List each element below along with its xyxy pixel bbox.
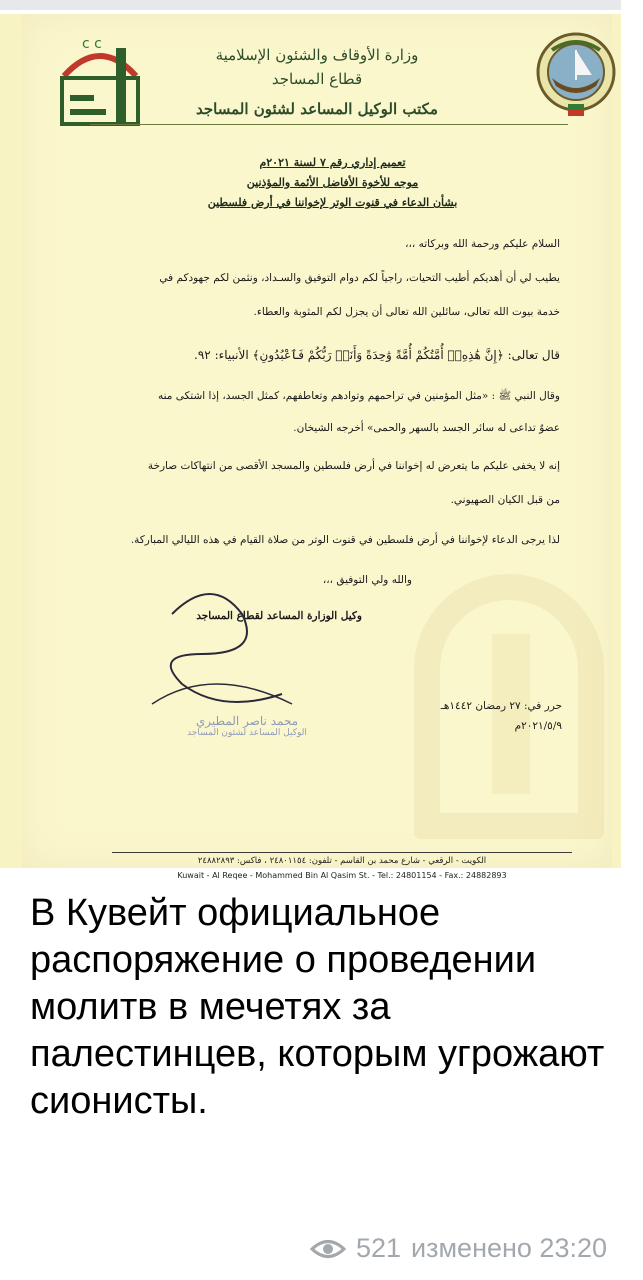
letter-document [22,14,612,880]
edited-timestamp: изменено 23:20 [411,1233,607,1263]
attached-photo[interactable] [0,14,621,880]
official-stamp [142,714,352,760]
office-name: مكتب الوكيل المساعد لشئون المساجد [196,100,438,118]
footer-divider [112,852,572,853]
quran-verse: قال تعالى: ﴿إِنَّ هَٰذِهِۦٓ أُمَّتُكُمْ أُمَّةً وَٰحِدَةً وَأَنَا۠ رَبُّكُمْ فَٱعْبُدُونِ﴾ الأنبياء: ٩٢. [194,348,560,362]
previous-message-edge [0,0,621,10]
ministry-name: وزارة الأوقاف والشئون الإسلامية [215,46,419,64]
mosques-sector-logo-icon [54,28,146,128]
paragraph-1-line-1: يطيب لي أن أهديكم أطيب التحيات، راجياً لكم دوام التوفيق والسـداد، ونثمن لكم جهودكم في [159,272,560,284]
stamp-name: محمد ناصر المطيري [195,714,299,728]
stamp-title: الوكيل المساعد لشئون المساجد [187,728,307,738]
message-caption: В Кувейт официальное распоряжение о проведении молитв в мечетях за палестинцев, которым угрожают сионисты. [30,892,605,1122]
signatory-title: وكيل الوزارة المساعد لقطاع المساجد [196,610,362,622]
paragraph-1-line-2: خدمة بيوت الله تعالى، سائلين الله تعالى أن يجزل لكم المثوبة والعطاء. [253,306,560,318]
paragraph-2-line-1: إنه لا يخفى عليكم ما يتعرض له إخواننا في أرض فلسطين والمسجد الأقصى من انتهاكات صارخة [147,460,560,472]
footer-address-arabic: الكويت - الرقعي - شارع محمد بن القاسم - تلفون: ٢٤٨٠١١٥٤ ، فاكس: ٢٤٨٨٢٨٩٣ [197,856,487,866]
date-gregorian: ٢٠٢١/٥/٩م [514,720,562,732]
sector-name: قطاع المساجد [271,70,363,88]
addressed-to: موجه للأخوة الأفاضل الأئمة والمؤذنين [246,176,419,189]
views-count: 521 [355,1233,402,1263]
date-hijri: حرر في: ٢٧ رمضان ١٤٤٢هـ [440,700,562,712]
signature-icon [112,584,312,734]
paragraph-2-line-2: من قبل الكيان الصهيوني. [450,494,560,506]
closing: والله ولي التوفيق ،،، [322,574,412,586]
letter-subject: بشأن الدعاء في قنوت الوتر لإخواننا في أرض فلسطين [207,196,458,209]
circular-number: تعميم إداري رقم ٧ لسنة ٢٠٢١م [259,156,406,169]
greeting: السلام عليكم ورحمة الله وبركاته ،،، [405,238,560,250]
hadith-line-1: وقال النبي ﷺ : «مثل المؤمنين في تراحمهم وتوادهم وتعاطفهم، كمثل الجسد، إذا اشتكى منه [158,390,560,402]
views-eye-icon [310,1238,346,1260]
kuwait-emblem-icon [532,28,620,118]
svg-text:c c: c c [82,36,102,52]
hadith-line-2: عضوٌ تداعى له سائر الجسد بالسهر والحمى» أخرجه الشيخان. [293,422,560,434]
prayer-request: لذا يرجى الدعاء لإخواننا في أرض فلسطين في قنوت الوتر من صلاة القيام في هذه الليالي المباركة. [130,534,560,546]
header-divider [90,124,568,125]
message-meta [310,1233,607,1264]
watermark-logo-bar [492,634,530,794]
footer-address-english: Kuwait - Al Reqee - Mohammed Bin Al Qasim St. - Tel.: 24801154 - Fax.: 24882893 [177,871,507,880]
